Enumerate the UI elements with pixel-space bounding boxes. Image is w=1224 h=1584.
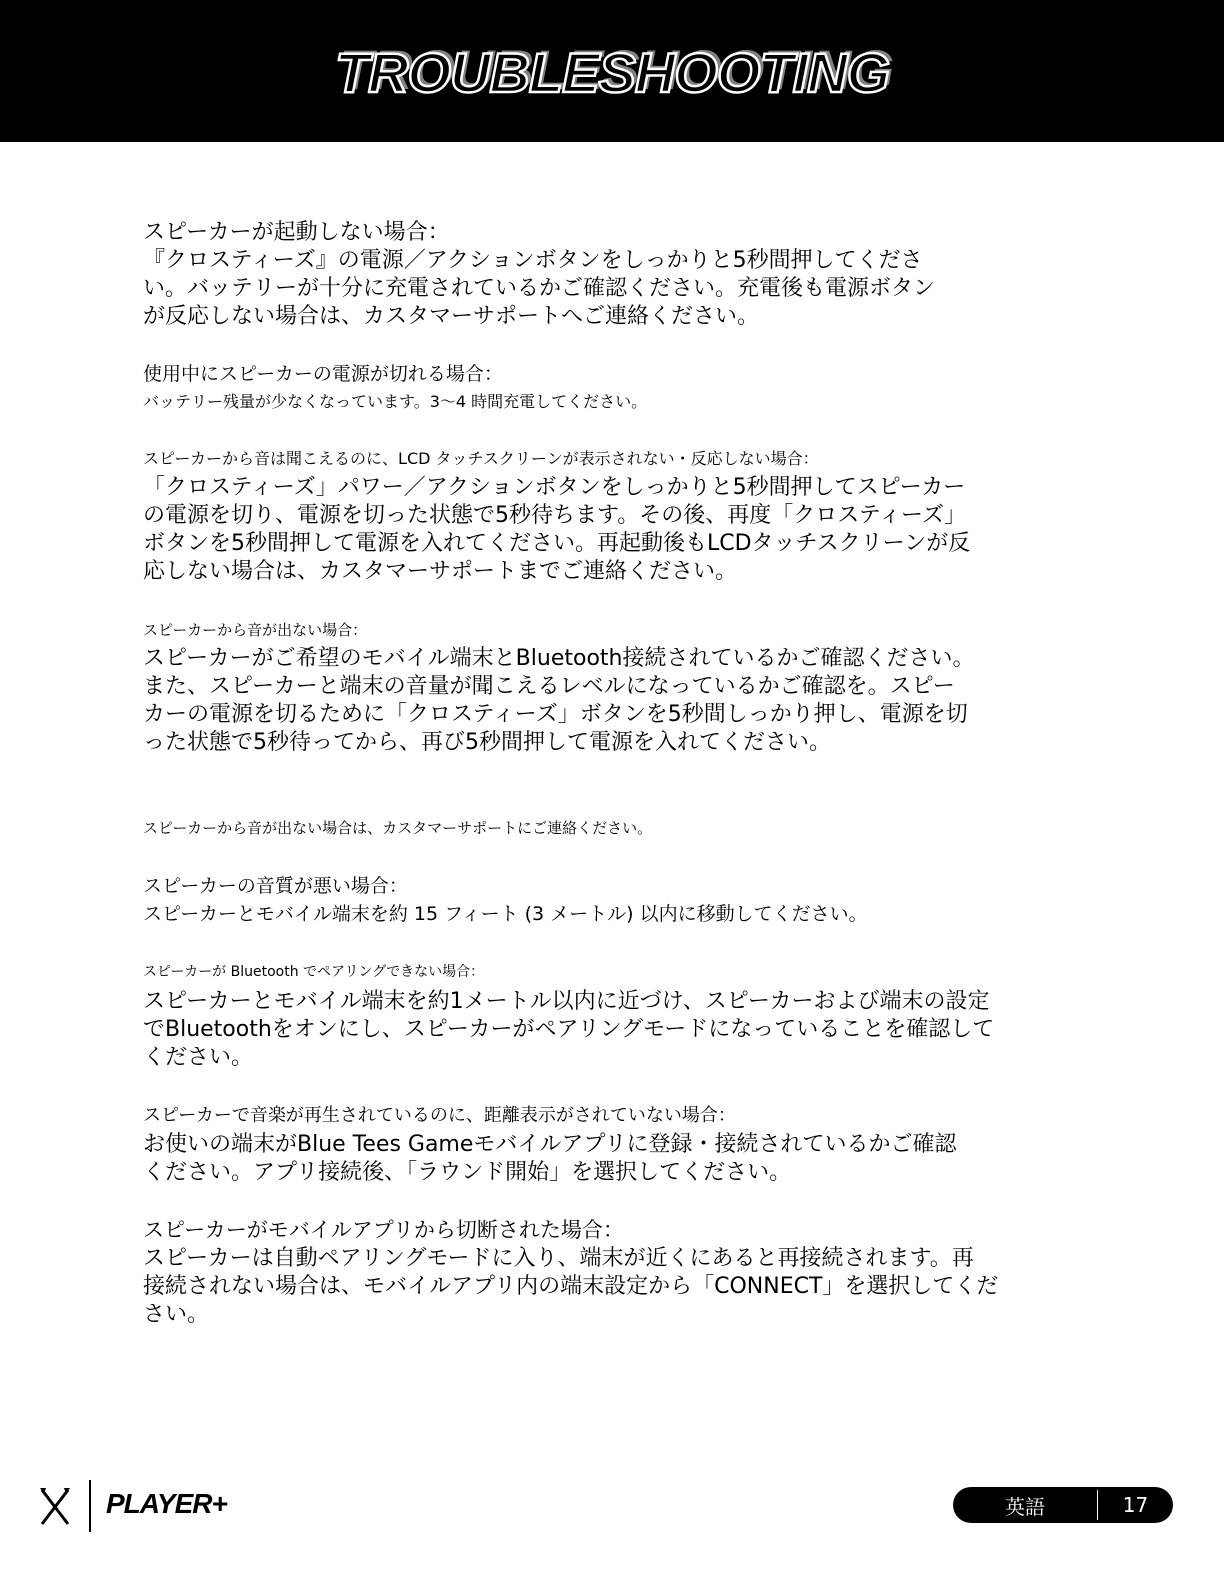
section-body-line: スピーカーがご希望のモバイル端末とBluetooth接続されているかご確認ください。 [143, 646, 975, 671]
section-heading: スピーカーで音楽が再生されているのに、距離表示がされていない場合： [143, 1105, 736, 1126]
section-body-line: が反応しない場合は、カスタマーサポートへご連絡ください。 [143, 304, 760, 329]
section-body-line: カーの電源を切るために「クロスティーズ」ボタンを5秒間しっかり押し、電源を切 [143, 702, 968, 727]
footer-divider [89, 1480, 91, 1532]
section-body-line: スピーカーとモバイル端末を約 15 フィート (3 メートル) 以内に移動してください。 [143, 903, 868, 925]
brand-logo: PLAYER+ [106, 1488, 227, 1519]
header-bar [0, 0, 1224, 142]
section-distance-display [143, 1100, 1083, 1187]
section-heading: スピーカーがモバイルアプリから切断された場合： [143, 1218, 624, 1242]
section-body-line: った状態で5秒待ってから、再び5秒間押して電源を入れてください。 [143, 730, 831, 755]
section-body-line: お使いの端末がBlue Tees Gameモバイルアプリに登録・接続されているかご確認 [143, 1132, 957, 1157]
section-body-line: バッテリー残量が少なくなっています。3〜4 時間充電してください。 [143, 392, 648, 411]
language-label: 英語 [1005, 1494, 1045, 1519]
section-not-starting [143, 219, 1083, 331]
section-heading: スピーカーが起動しない場合： [143, 220, 450, 245]
section-no-sound [143, 615, 1083, 757]
section-bluetooth-pairing [143, 956, 1083, 1072]
section-body-line: ください。アプリ接続後、「ラウンド開始」を選択してください。 [143, 1160, 792, 1185]
section-body-line: また、スピーカーと端末の音量が聞こえるレベルになっているかご確認を。スピー [143, 674, 955, 699]
section-heading: スピーカーが Bluetooth でペアリングできない場合： [143, 964, 485, 980]
page-number: 17 [1122, 1493, 1149, 1517]
section-body-line: 接続されない場合は、モバイルアプリ内の端末設定から「CONNECT」を選択してくだ [143, 1274, 999, 1299]
section-body-line: ボタンを5秒間押して電源を入れてください。再起動後もLCDタッチスクリーンが反 [143, 531, 971, 556]
section-lcd [143, 444, 1083, 586]
section-heading: スピーカーから音が出ない場合： [143, 621, 368, 639]
page-title: TROUBLESHOOTING [334, 41, 890, 104]
section-heading: 使用中にスピーカーの電源が切れる場合： [143, 363, 503, 385]
section-heading: スピーカーの音質が悪い場合： [143, 875, 408, 897]
section-body-line: スピーカーとモバイル端末を約1メートル以内に近づけ、スピーカーおよび端末の設定 [143, 989, 990, 1014]
section-body-line: の電源を切り、電源を切った状態で5秒待ちます。その後、再度「クロスティーズ」 [143, 503, 966, 528]
crossed-clubs-icon [38, 1486, 72, 1526]
section-app-disconnected [143, 1215, 1083, 1329]
section-body-line: 『クロスティーズ』の電源／アクションボタンをしっかりと5秒間押してくださ [143, 248, 923, 273]
section-body-line: ください。 [143, 1045, 254, 1070]
section-body-line: い。バッテリーが十分に充電されているかご確認ください。充電後も電源ボタン [143, 276, 936, 301]
section-sound-quality [143, 872, 1083, 928]
section-power-off [143, 360, 1083, 416]
page-indicator [953, 1487, 1173, 1523]
section-body-line: でBluetoothをオンにし、スピーカーがペアリングモードになっていることを確認して [143, 1017, 995, 1042]
section-body-line: 応しない場合は、カスタマーサポートまでご連絡ください。 [143, 559, 738, 584]
section-body-line: 「クロスティーズ」パワー／アクションボタンをしっかりと5秒間押してスピーカー [143, 475, 966, 500]
section-body-line: スピーカーは自動ペアリングモードに入り、端末が近くにあると再接続されます。再 [143, 1246, 974, 1271]
section-contact-support [143, 814, 1083, 842]
section-heading: スピーカーから音が出ない場合は、カスタマーサポートにご連絡ください。 [143, 819, 653, 837]
section-heading: スピーカーから音は聞こえるのに、LCD タッチスクリーンが表示されない・反応しない場合： [143, 449, 819, 468]
section-body-line: さい。 [143, 1302, 210, 1327]
